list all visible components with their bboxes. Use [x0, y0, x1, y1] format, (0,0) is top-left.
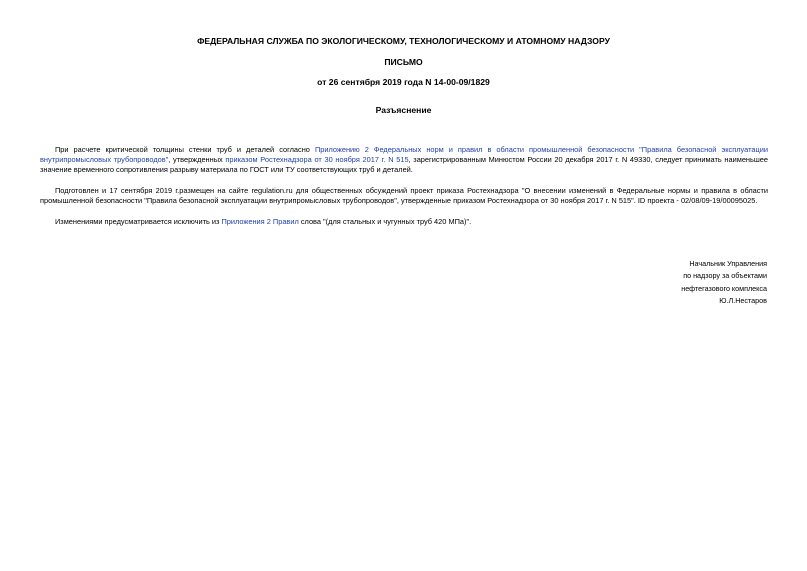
document-title: Разъяснение — [375, 105, 432, 115]
signature-position-line-2: по надзору за объектами — [683, 271, 767, 281]
paragraph-1-text-c: , зарегистрированным Минюстом России 20 декабря 2017 г. N 49330, следует принимать наименьшее значение временного сопротивления разрыву материала по ГОСТ или ТУ соответствующих труб и деталей. — [40, 154, 769, 174]
paragraph-1-text-a: При расчете критической толщины стенки труб и деталей согласно — [55, 145, 315, 154]
link-order-515[interactable]: приказом Ростехнадзора от 30 ноября 2017 г. N 515 — [225, 154, 409, 164]
paragraph-1 — [40, 145, 768, 174]
signature-name: Ю.Л.Нестаров — [719, 296, 767, 306]
document-type: ПИСЬМО — [384, 57, 423, 67]
paragraph-1-text-b: , утвержденных — [168, 154, 226, 164]
paragraph-3 — [40, 217, 768, 227]
link-appendix-2-federal-norms[interactable]: Приложению 2 Федеральных норм и правил в области промышленной безопасности "Правила безопасной эксплуатации внутрипромысловых трубопроводов" — [40, 145, 768, 164]
paragraph-2: Подготовлен и 17 сентября 2019 г.размещен на сайте regulation.ru для общественных обсуждений проект приказа Ростехнадзора "О внесении изменений в Федеральные нормы и правила в области промышленной безопасности "Правила безопасной эксплуатации внутрипромысловых трубопроводов", утвержденные приказом Ростехнадзора от 30 ноября 2017 г. N 515". ID проекта - 02/08/09-19/00095025. — [40, 186, 768, 205]
signature-position-line-3: нефтегазового комплекса — [681, 283, 767, 293]
signature-position-line-1: Начальник Управления — [689, 259, 767, 268]
paragraph-3-text-a: Изменениями предусматривается исключить из — [55, 217, 222, 226]
signature-block — [681, 258, 767, 308]
link-appendix-2-rules[interactable]: Приложения 2 Правил — [221, 217, 299, 226]
document-date-number: от 26 сентября 2019 года N 14-00-09/1829 — [317, 77, 490, 87]
paragraph-3-text-b: слова "(для стальных и чугунных труб 420 МПа)". — [298, 217, 472, 226]
agency-name: ФЕДЕРАЛЬНАЯ СЛУЖБА ПО ЭКОЛОГИЧЕСКОМУ, ТЕХНОЛОГИЧЕСКОМУ И АТОМНОМУ НАДЗОРУ — [197, 36, 610, 46]
